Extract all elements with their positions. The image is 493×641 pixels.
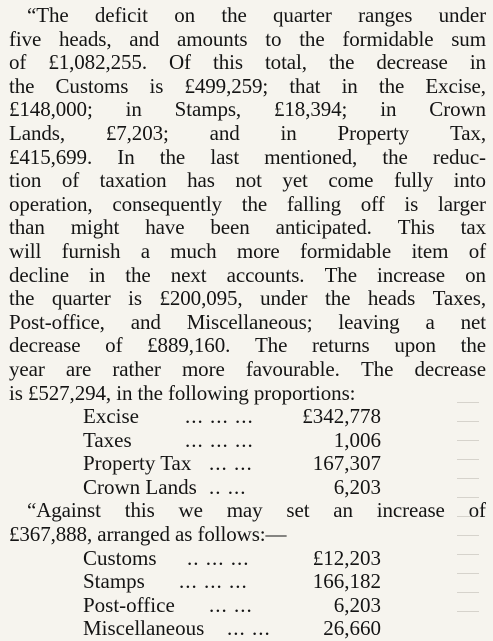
table-row bbox=[9, 476, 486, 500]
text-line: the Customs is £499,259; that in the Excise, bbox=[9, 73, 486, 98]
row-label: Property Tax bbox=[83, 451, 192, 476]
text-line: £367,888, arranged as follows:— bbox=[9, 522, 287, 547]
text-line: the quarter is £200,095, under the heads Taxes, bbox=[9, 286, 486, 311]
table-row bbox=[9, 547, 486, 571]
decrease-table bbox=[9, 405, 486, 499]
text-line: five heads, and amounts to the formidable sum bbox=[9, 26, 486, 51]
row-label: Excise bbox=[83, 404, 139, 429]
row-leader-dots: ... ... ... bbox=[185, 427, 254, 452]
row-label: Crown Lands bbox=[83, 474, 197, 499]
text-line: “The deficit on the quarter ranges under bbox=[27, 3, 486, 27]
table-row bbox=[9, 429, 486, 453]
row-leader-dots: ... ... bbox=[227, 616, 271, 641]
table-row bbox=[9, 570, 486, 594]
table-row bbox=[9, 452, 486, 476]
row-label: Taxes bbox=[83, 427, 132, 452]
row-label: Stamps bbox=[83, 569, 145, 594]
text-line: Post-office, and Miscellaneous; leaving a net bbox=[9, 309, 486, 334]
paragraph-deficit bbox=[9, 4, 486, 405]
row-leader-dots: .. ... ... bbox=[187, 545, 250, 570]
row-leader-dots: ... ... bbox=[209, 592, 253, 617]
text-line: of £1,082,255. Of this total, the decrease in bbox=[9, 50, 486, 75]
text-line: is £527,294, in the following proportions: bbox=[9, 380, 356, 405]
row-label: Miscellaneous bbox=[83, 616, 205, 641]
row-amount: £12,203 bbox=[312, 545, 381, 570]
row-leader-dots: .. ... bbox=[209, 474, 247, 499]
row-label: Customs bbox=[83, 545, 157, 570]
text-line: operation, consequently the falling off is larger bbox=[9, 191, 486, 216]
text-line: “Against this we may set an increase of bbox=[27, 498, 486, 523]
table-row bbox=[9, 617, 486, 641]
text-line: Lands, £7,203; and in Property Tax, bbox=[9, 120, 486, 145]
row-amount: 167,307 bbox=[312, 451, 381, 476]
row-amount: 6,203 bbox=[333, 474, 381, 499]
row-amount: £342,778 bbox=[302, 404, 381, 429]
row-amount: 1,006 bbox=[333, 427, 381, 452]
print-show-through bbox=[457, 395, 479, 625]
increase-table bbox=[9, 547, 486, 641]
text-line: tion of taxation has not yet come fully into bbox=[9, 168, 486, 193]
row-leader-dots: ... ... ... bbox=[179, 569, 248, 594]
paragraph-increase bbox=[9, 499, 486, 546]
table-row bbox=[9, 405, 486, 429]
text-line: year are rather more favourable. The decrease bbox=[9, 356, 486, 381]
row-amount: 166,182 bbox=[312, 569, 381, 594]
text-line: £148,000; in Stamps, £18,394; in Crown bbox=[9, 97, 486, 122]
text-line: will furnish a much more formidable item of bbox=[9, 238, 486, 263]
text-line: £415,699. In the last mentioned, the reduc- bbox=[9, 144, 486, 169]
text-line: than might have been anticipated. This tax bbox=[9, 215, 486, 240]
text-line: decrease of £889,160. The returns upon the bbox=[9, 333, 486, 358]
table-row bbox=[9, 594, 486, 618]
row-leader-dots: ... ... bbox=[209, 451, 253, 476]
text-line: decline in the next accounts. The increase on bbox=[9, 262, 486, 287]
row-amount: 6,203 bbox=[333, 592, 381, 617]
row-amount: 26,660 bbox=[323, 616, 381, 641]
row-label: Post-office bbox=[83, 592, 175, 617]
row-leader-dots: ... ... ... bbox=[185, 404, 254, 429]
